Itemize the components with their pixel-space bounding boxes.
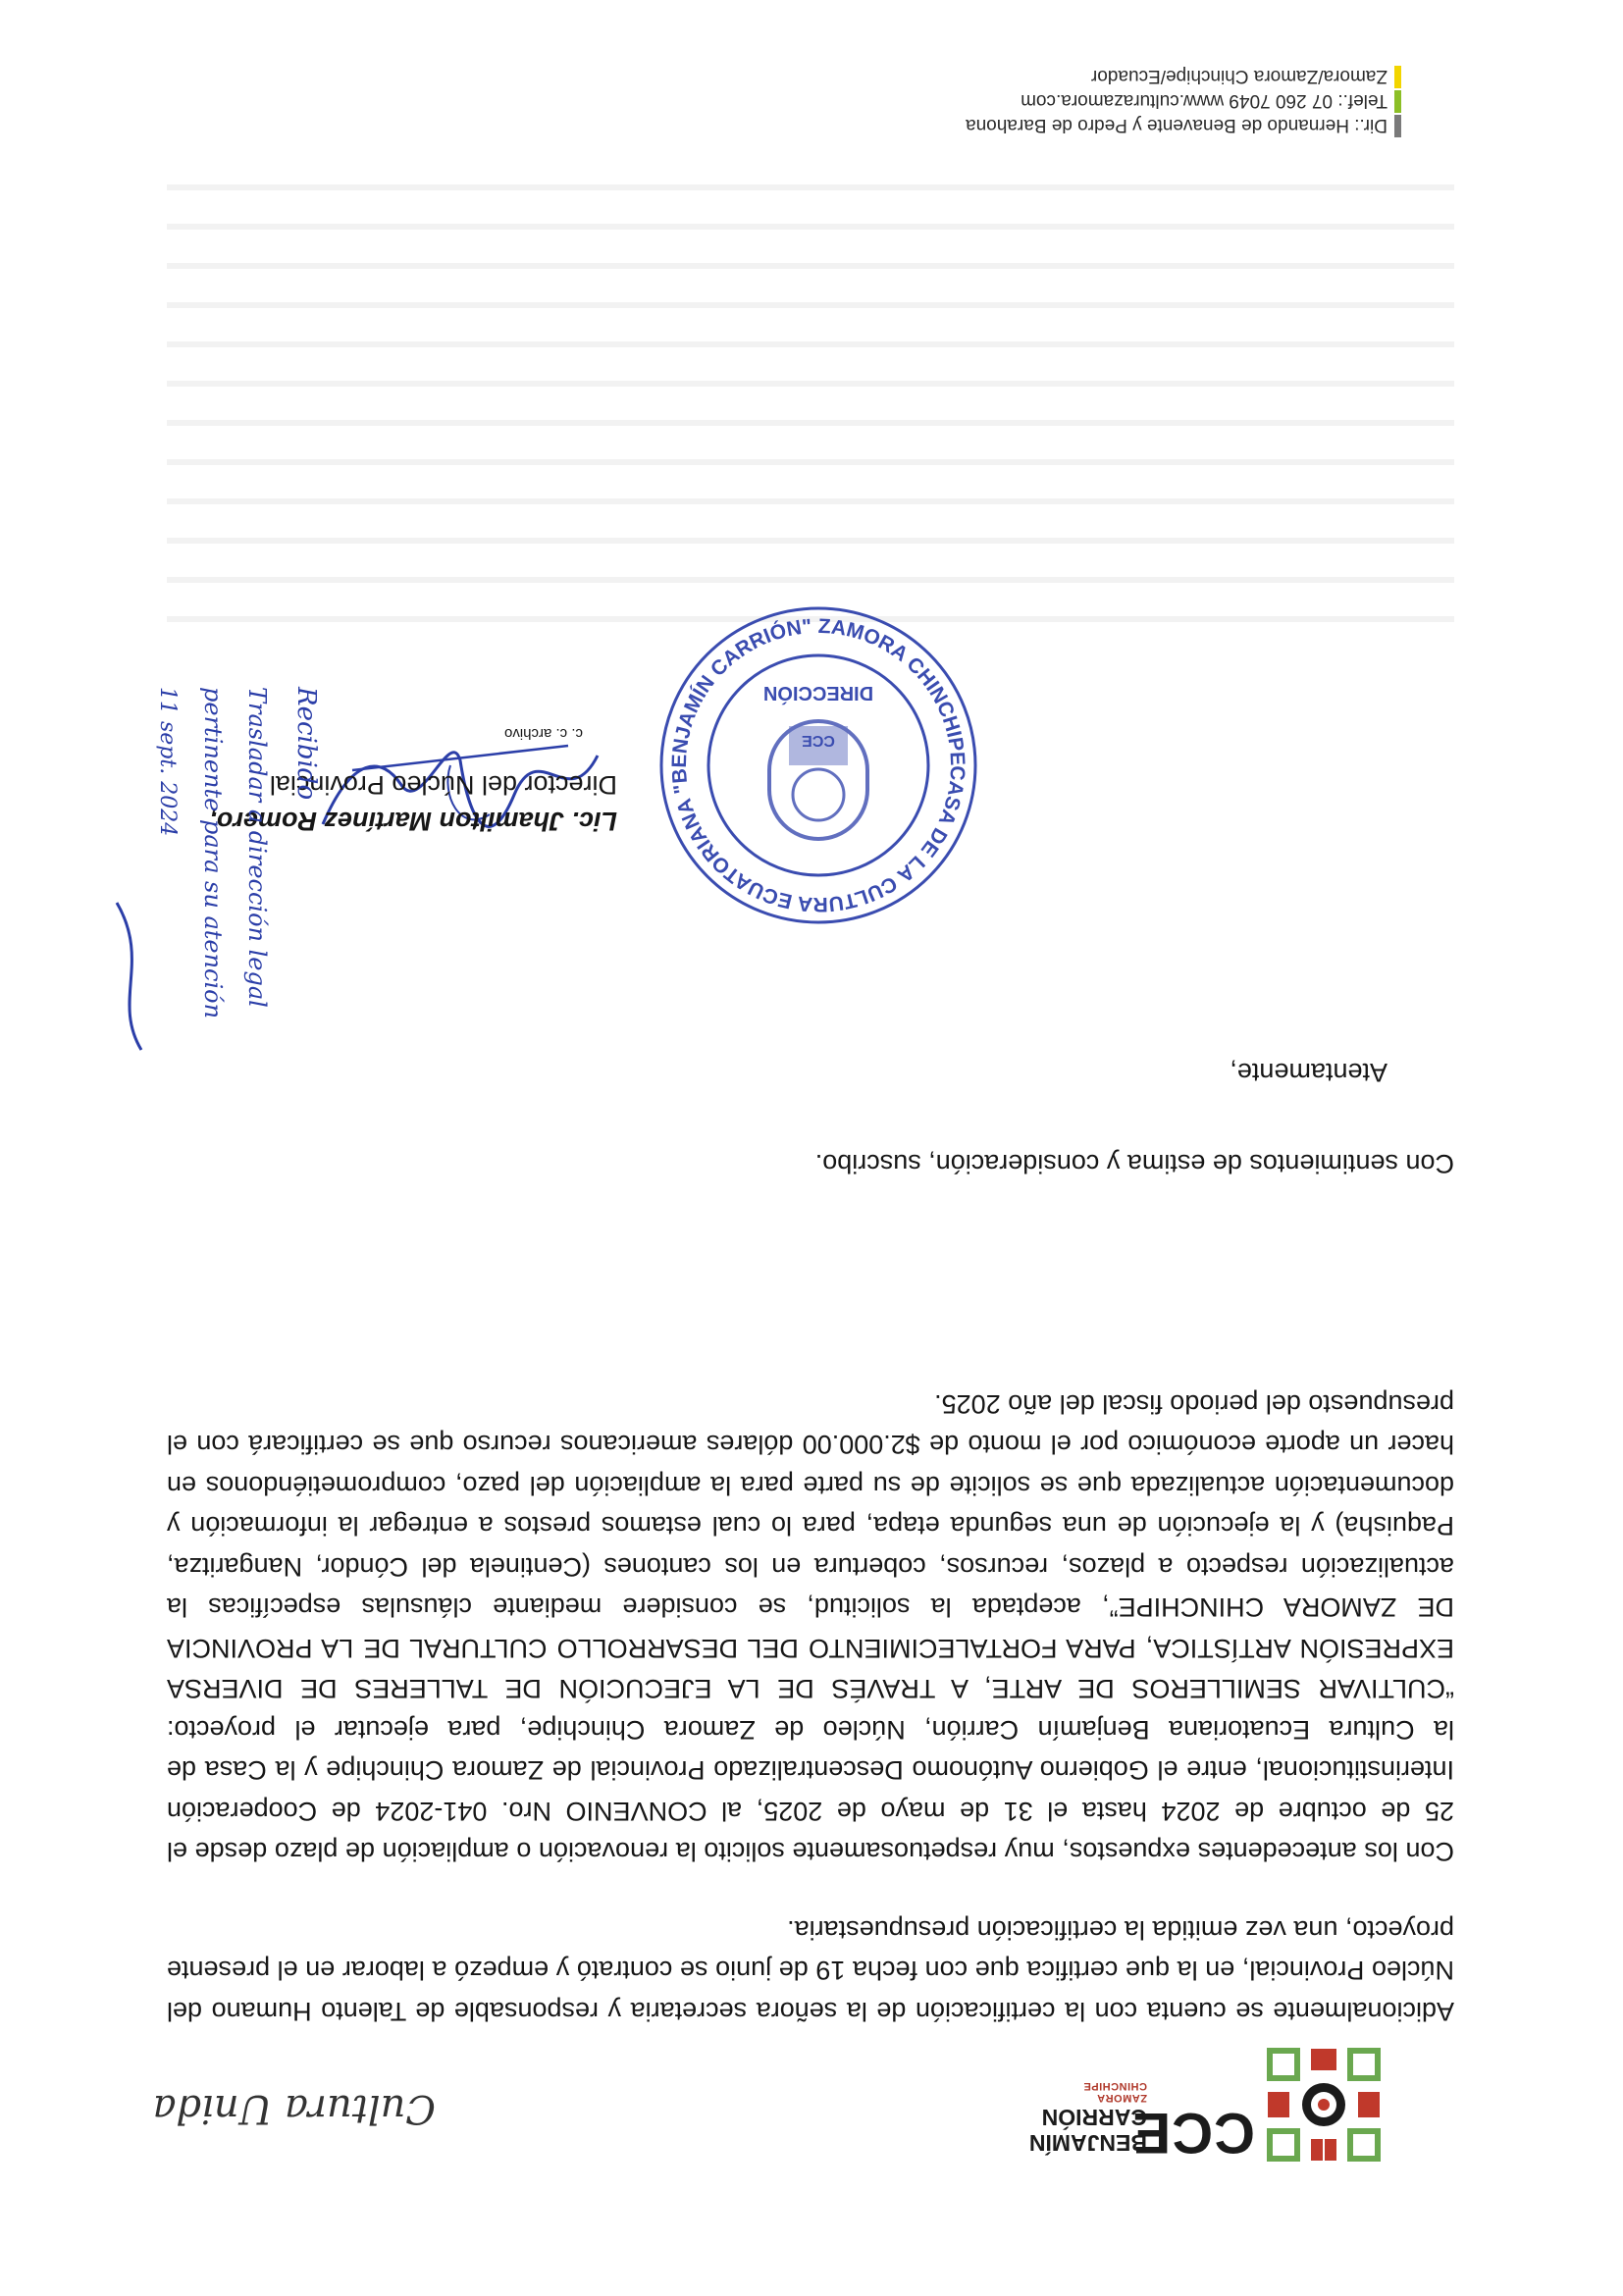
note-line-3: pertinente para su atención <box>199 687 227 1019</box>
footer-phone-web: Telef.: 07 260 7049 www.culturazamora.com <box>1021 90 1387 111</box>
official-stamp <box>652 599 985 932</box>
footer-address: Dir.: Hernando de Benavente y Pedro de Barahona <box>966 115 1387 135</box>
logo-carrion-text: CARRIÓN <box>1041 2105 1147 2130</box>
cce-logo <box>1028 2041 1387 2168</box>
bleed-through <box>167 177 1454 648</box>
footer-address-line <box>966 113 1387 137</box>
logo-cce-text: CCE <box>1131 2101 1255 2165</box>
footer-bar-yellow <box>1394 66 1401 88</box>
note-line-1: Recibido <box>291 687 321 801</box>
footer-location-line <box>966 64 1387 88</box>
stamp-outer-text: CASA DE LA CULTURA ECUATORIANA "BENJAMÍN CARRIÓN" ZAMORA CHINCHIPE <box>667 614 969 916</box>
footer-bar-green <box>1394 90 1401 113</box>
footer-location: Zamora/Zamora Chinchipe/Ecuador <box>1090 66 1387 86</box>
stamp-core-letters: CCE <box>802 732 835 749</box>
stamp-inner-label: DIRECCIÓN <box>762 682 874 704</box>
footer <box>966 64 1387 137</box>
regards: Atentamente, <box>1230 1058 1387 1087</box>
signatory-name: Lic. Jhamilton Martínez Romero, <box>209 807 617 836</box>
closing-line: Con sentimientos de estima y consideración, suscribo. <box>814 1149 1454 1178</box>
note-line-2: Trasladar a dirección legal <box>243 687 271 1008</box>
paragraph-certification: Adicionalmente se cuenta con la certificación de la señora secretaria y responsable de Talento Humano del Núcleo Provincial, en la que certifica que con fecha 19 de junio se contrató y empezó a laborar en el presente proyecto, una vez emitida la certificación presupuestaria. <box>167 1915 1454 2026</box>
logo-emblem-icon <box>1260 2041 1387 2168</box>
slogan: Cultura Unida <box>152 2086 436 2131</box>
logo-benjamin-text: BENJAMÍN <box>1028 2130 1147 2156</box>
cc-archive: c. c. archivo <box>503 725 583 742</box>
letter-body <box>167 1346 1454 2032</box>
footer-bar-gray <box>1394 115 1401 137</box>
logo-region-text: ZAMORA CHINCHIPE <box>1082 2080 1147 2104</box>
footer-phone-line <box>966 88 1387 113</box>
handwritten-note <box>82 667 338 1079</box>
signatory-title: Director del Núcleo Provincial <box>269 770 617 800</box>
paragraph-request: Con los antecedentes expuestos, muy respetuosamente solicito la renovación o ampliación de plazo desde el 25 de octubre de 2024 hasta el 31 de mayo de 2025, al CONVENIO Nro. 041-2024 de Cooperación Interinstitucional, entre el Gobierno Autónomo Descentralizado Provincial de Zamora Chinchipe y la Casa de la Cultura Ecuatoriana Benjamín Carrión, Núcleo de Zamora Chinchipe, para ejecutar el proyecto: “CULTIVAR SEMILLEROS DE ARTE, A TRAVÉS DE LA EJECUCIÓN DE TALLERES DE DIVERSA EXPRESIÓN ARTÍSTICA, PARA FORTALECIMIENTO DEL DESARROLLO CULTURAL DE LA PROVINCIA DE ZAMORA CHINCHIPE”, aceptada la solicitud, se considere mediante cláusulas específicas la actualización respecto a plazos, recursos, cobertura en los cantones (Centinela del Cóndor, Nangaritza, Paquisha) y la ejecución de una segunda etapa, para lo cual estamos prestos a entregar la información y documentación actualizada que se solicite de su parte para la ampliación del pazo, comprometiéndonos en hacer un aporte económico por el monto de $2.000.00 dólares americanos recurso que se certificará con el presupuesto del periodo fiscal del año 2025. <box>167 1389 1454 1867</box>
note-date: 11 sept. 2024 <box>155 687 180 837</box>
